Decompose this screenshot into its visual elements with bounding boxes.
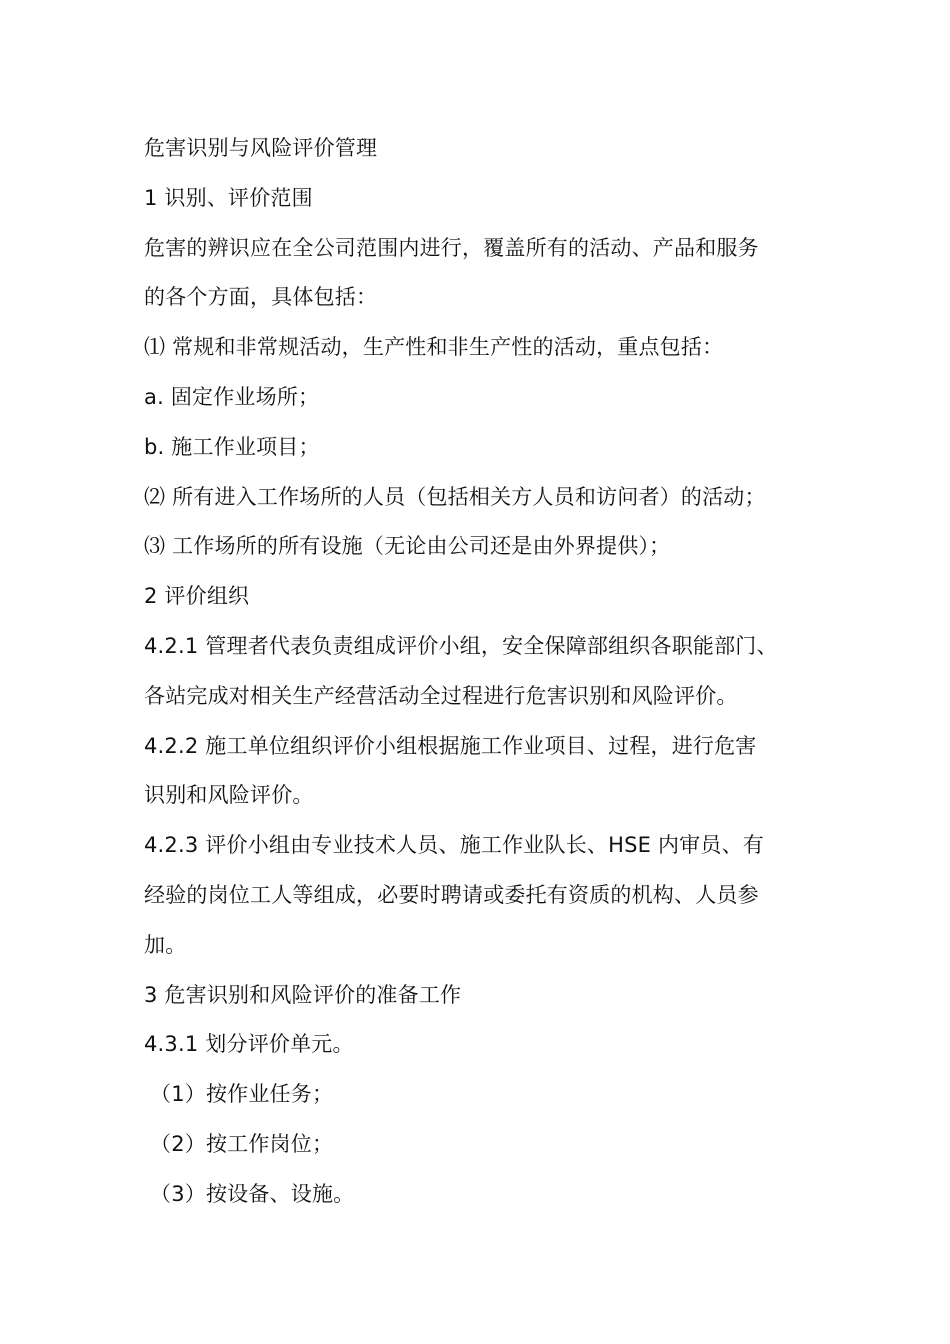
section-heading-3: 3 危害识别和风险评价的准备工作 <box>144 982 462 1007</box>
list-item: b. 施工作业项目； <box>144 434 320 459</box>
list-item: a. 固定作业场所； <box>144 384 320 409</box>
paragraph-line: 4.2.1 管理者代表负责组成评价小组，安全保障部组织各职能部门、 <box>144 633 778 658</box>
list-item: ⑶ 工作场所的所有设施（无论由公司还是由外界提供）； <box>144 534 671 559</box>
list-item: ⑵ 所有进入工作场所的人员（包括相关方人员和访问者）的活动； <box>144 484 766 509</box>
section-heading-1: 1 识别、评价范围 <box>144 185 313 210</box>
document-body <box>144 124 824 1220</box>
paragraph-line: 4.2.3 评价小组由专业技术人员、施工作业队长、HSE 内审员、有 <box>144 833 764 858</box>
paragraph-line: 加。 <box>144 932 187 957</box>
paragraph-line: 各站完成对相关生产经营活动全过程进行危害识别和风险评价。 <box>144 683 738 708</box>
paragraph-line: 经验的岗位工人等组成，必要时聘请或委托有资质的机构、人员参 <box>144 882 759 907</box>
paragraph-line: 危害的辨识应在全公司范围内进行，覆盖所有的活动、产品和服务 <box>144 235 759 260</box>
paragraph-line: 识别和风险评价。 <box>144 783 314 808</box>
section-heading-2: 2 评价组织 <box>144 584 250 609</box>
paragraph-line: 的各个方面，具体包括： <box>144 285 378 310</box>
subsection-heading: 4.3.1 划分评价单元。 <box>144 1032 354 1057</box>
list-item: （2）按工作岗位； <box>150 1131 334 1156</box>
list-item: （1）按作业任务； <box>150 1082 334 1107</box>
list-item: ⑴ 常规和非常规活动，生产性和非生产性的活动，重点包括： <box>144 335 724 360</box>
document-title: 危害识别与风险评价管理 <box>144 136 378 160</box>
paragraph-line: 4.2.2 施工单位组织评价小组根据施工作业项目、过程，进行危害 <box>144 733 757 758</box>
list-item: （3）按设备、设施。 <box>150 1181 355 1206</box>
